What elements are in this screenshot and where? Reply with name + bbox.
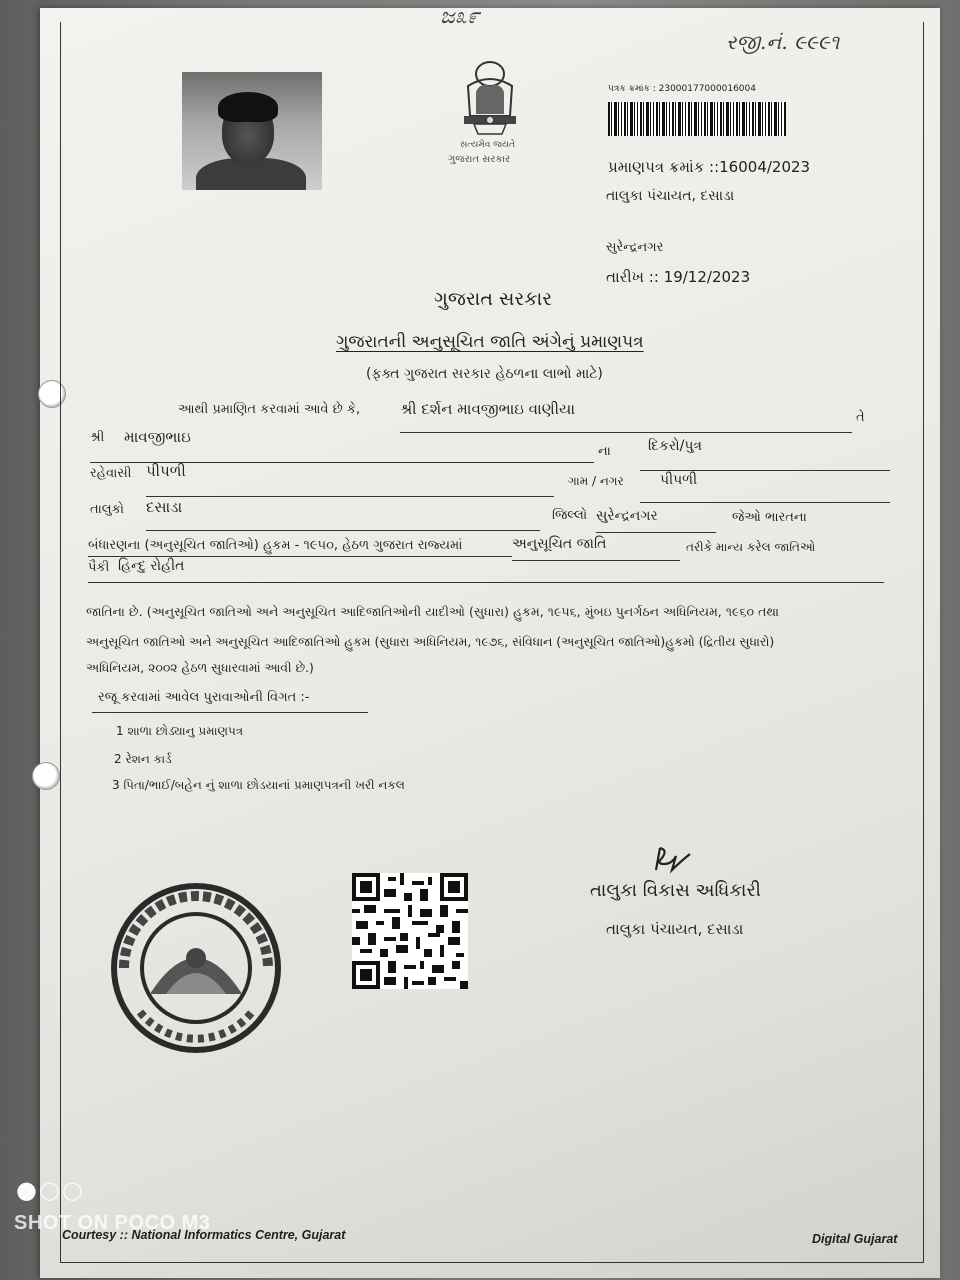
caste-category: અનુસૂચિત જાતિ — [512, 536, 607, 552]
caste-category-line — [512, 560, 680, 561]
shri-label: શ્રી — [90, 430, 105, 445]
residence-label: રહેવાસી — [90, 466, 132, 481]
evidence-item: 2 રેશન કાર્ડ — [114, 752, 172, 766]
subcaste-value: હિન્દુ રોહીત — [118, 558, 185, 574]
evidence-item: 1 શાળા છોડ્યાનુ પ્રમાણપત્ર — [116, 724, 244, 738]
na-text: ના — [598, 444, 611, 459]
relation-line — [640, 470, 890, 471]
camera-dots-icon: ●○○ — [16, 1176, 85, 1204]
emblem-caption-1: સત્યમેવ જયતે — [460, 140, 516, 150]
applicant-photo — [182, 72, 322, 190]
paragraph-line-2: અનુસૂચિત જાતિઓ અને અનુસૂચિત આદિજાતિઓ હુકમ (સુધારા અધિનિયમ, ૧૯૭૬, સંવિધાન (અનુસૂચિત જાતિઓ)હુકમો (દ્રિતીય સુધારો) — [86, 634, 775, 649]
village-label: ગામ / નગર — [568, 474, 624, 488]
certify-text: આથી પ્રમાણિત કરવામાં આવે છે કે, — [178, 402, 361, 417]
issue-date: 19/12/2023 — [663, 268, 751, 286]
village-value: પીપળી — [660, 472, 698, 488]
footer-digital-gujarat: Digital Gujarat — [812, 1232, 898, 1246]
holder-name: શ્રી દર્શન માવજીભાઇ વાણીયા — [400, 400, 576, 418]
jeo-bharat-text: જેઓ ભારતના — [732, 510, 807, 525]
office-header: તાલુકા પંચાયત, દસાડા — [606, 188, 735, 204]
constitution-line — [88, 556, 512, 557]
taluka-label: તાલુકો — [90, 502, 125, 517]
district-line — [596, 532, 716, 533]
emblem-caption-2: ગુજરાત સરકાર — [448, 154, 511, 165]
residence-line — [146, 496, 554, 497]
subcaste-line — [88, 582, 884, 583]
form-number-label-text: પત્રક ક્રમાંક — [608, 84, 650, 94]
form-number: 23000177000016004 — [658, 84, 756, 94]
signatory-office: તાલુકા પંચાયત, દસાડા — [606, 920, 744, 938]
evidence-title-line — [92, 712, 368, 713]
constitution-text: બંધારણના (અનુસૂચિત જાતિઓ) હુકમ - ૧૯૫૦, હેઠળ ગુજરાત રાજ્યમાં — [88, 538, 463, 553]
village-line — [640, 502, 890, 503]
certificate-number: 16004/2023 — [719, 158, 811, 176]
evidence-title: રજૂ કરવામાં આવેલ પુરાવાઓની વિગત :- — [98, 690, 310, 705]
footer-courtesy: Courtesy :: National Informatics Centre, Gujarat — [62, 1228, 346, 1242]
certificate-number-label: પ્રમાણપત્ર ક્રમાંક :: — [608, 158, 720, 176]
certificate-title: ગુજરાતની અનુસૂચિત જાતિ અંગેનું પ્રમાણપત્ર — [336, 332, 644, 352]
district-value: સુરેન્દ્રનગર — [596, 508, 658, 524]
district-label: જિલ્લો — [552, 508, 588, 523]
punch-hole — [32, 762, 60, 790]
district-header: સુરેન્દ્રનગર — [606, 240, 664, 255]
te-text: તે — [856, 410, 865, 425]
camera-watermark: SHOT ON POCO M3 — [14, 1212, 211, 1234]
father-name: માવજીભાઇ — [124, 428, 191, 446]
taluka-value: દસાડા — [146, 498, 183, 516]
recognized-text: તરીકે માન્ય કરેલ જાતિઓ — [686, 540, 816, 554]
certificate-subtitle: (ફક્ત ગુજરાત સરકાર હેઠળના લાભો માટે) — [366, 366, 603, 382]
holder-name-line — [400, 432, 852, 433]
residence-value: પીપળી — [146, 462, 186, 480]
certificate-number-row — [608, 158, 810, 176]
date-row — [606, 268, 750, 286]
officer-signature — [650, 842, 696, 876]
government-title: ગુજરાત સરકાર — [434, 288, 553, 310]
office-seal-stamp — [110, 882, 282, 1054]
handwritten-note: ಜ೩೯ — [440, 4, 480, 29]
taluka-line — [146, 530, 540, 531]
paragraph-line-3: અધિનિયમ, ૨૦૦૨ હેઠળ સુધારવામાં આવી છે.) — [86, 660, 314, 675]
relation: દિકરો/પુત્ર — [648, 438, 703, 454]
qr-code — [352, 873, 468, 989]
date-label: તારીખ :: — [606, 268, 659, 286]
register-number: રજી.નં. ૯૯૯૧ — [726, 30, 840, 54]
paragraph-line-1: જાતિના છે. (અનુસૂચિત જાતિઓ અને અનુસૂચિત આદિજાતિઓની યાદીઓ (સુધારા) હુકમ, ૧૯૫૬, મુંબઇ પુનર્ગઠન અધિનિયમ, ૧૯૬૦ તથા — [86, 604, 780, 619]
form-number-label: પત્રક ક્રમાંક : 23000177000016004 — [608, 84, 756, 94]
barcode — [608, 102, 786, 136]
signatory-title: તાલુકા વિકાસ અધિકારી — [590, 880, 761, 901]
evidence-item: 3 પિતા/ભાઈ/બહેન નું શાળા છોડયાનાં પ્રમાણપત્રની ખરી નકલ — [112, 778, 405, 792]
subcaste-label: પૈકી — [88, 560, 110, 575]
